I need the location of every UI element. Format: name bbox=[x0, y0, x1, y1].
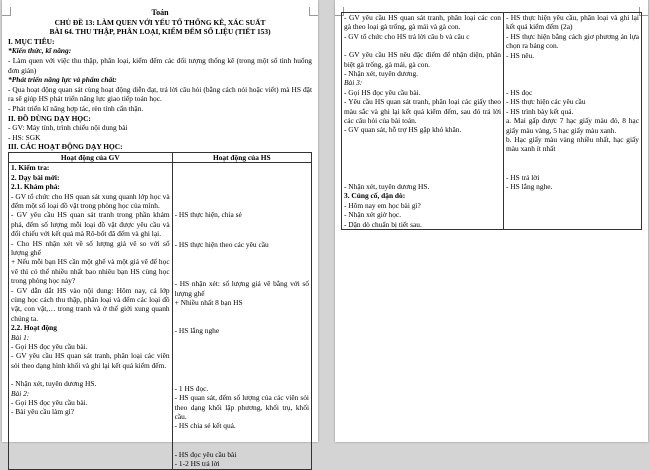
exercise-label: Bài 3: bbox=[344, 78, 363, 88]
activities-table-continued bbox=[341, 12, 642, 230]
row-heading: 3. Củng cố, dặn dò: bbox=[344, 191, 406, 201]
teacher-activity: - GV yêu cầu HS quan sát tranh, phân loại các viên sỏi theo dạng hình khối và ghi lại kết quả kiểm đếm. bbox=[11, 351, 170, 370]
student-activity: - HS thực hiện bằng cách giơ phương án lựa chọn ra bảng con. bbox=[506, 31, 639, 51]
document-page-right bbox=[335, 0, 648, 442]
knowledge-heading: *Kiến thức, kĩ năng: bbox=[8, 46, 72, 56]
teacher-activity: - GV yêu cầu HS quan sát tranh trong phần khám phá, đếm số lượng mỗi loại đồ vật được yêu cầu và đối chiếu với kết quả mà Rô-bốt đã đếm và ghi lại. bbox=[11, 210, 170, 239]
teacher-activity: - Hôm nay em học bài gì? bbox=[344, 200, 421, 210]
materials-gv: - GV: Máy tính, trình chiếu nội dung bài bbox=[8, 123, 128, 133]
teacher-activity: - Nhận xét, tuyên dương HS. bbox=[11, 379, 97, 389]
student-activity: b. Hạc giấy màu vàng nhiều nhất, hạc giấy màu xanh ít nhất bbox=[506, 135, 639, 154]
row-heading: 1. Kiểm tra: bbox=[11, 163, 50, 173]
teacher-activity: - GV quan sát, hỗ trợ HS gặp khó khăn. bbox=[344, 125, 462, 135]
student-activity: - HS trả lời bbox=[506, 172, 540, 182]
exercise-label: Bài 2: bbox=[11, 388, 30, 398]
lesson-title: BÀI 64. THU THẬP, PHÂN LOẠI, KIỂM ĐẾM SỐ LIỆU (TIẾT 153) bbox=[49, 27, 271, 37]
student-activity: - HS chia sẻ kết quả. bbox=[174, 421, 236, 431]
materials-hs: - HS: SGK bbox=[8, 132, 41, 142]
student-activity: a. Mai gấp được 7 hạc giấy màu đỏ, 8 hạc giấy màu vàng, 5 hạc giấy màu xanh. bbox=[506, 116, 639, 135]
student-activity: - HS thực hiện các yêu cầu bbox=[506, 97, 586, 107]
student-activity: - 1-2 HS trả lời bbox=[174, 459, 220, 469]
teacher-activity: - GV dẫn dắt HS vào nội dung: Hôm nay, cả lớp cùng học cách thu thập, phân loại và đếm các loại đồ vật, con vật,… trong tranh và ở thế giới xung quanh chúng ta. bbox=[11, 285, 170, 323]
student-activity: - HS đọc bbox=[506, 88, 533, 98]
row-heading: 2.2. Hoạt động bbox=[11, 323, 57, 333]
student-activity: - HS thực hiện theo các yêu cầu bbox=[174, 239, 269, 249]
student-activity: - 1 HS đọc. bbox=[174, 383, 209, 393]
teacher-activity: - GV tổ chức cho HS trả lời câu b và câu c bbox=[344, 31, 470, 41]
student-activity: - HS nhận xét: số lượng giá vẽ bằng với số lượng ghế bbox=[174, 279, 309, 298]
topic-title: CHỦ ĐỀ 13: LÀM QUEN VỚI YẾU TỐ THỐNG KÊ, XÁC SUẤT bbox=[54, 17, 266, 27]
teacher-activity: - GV tổ chức cho HS quan sát xung quanh lớp học và đếm một số loại đồ vật trong phòng học của mình. bbox=[11, 191, 170, 210]
student-activity: - HS nêu. bbox=[506, 50, 535, 60]
student-activity: - HS lắng nghe. bbox=[506, 182, 553, 192]
section-materials: II. ĐỒ DÙNG DẠY HỌC: bbox=[8, 113, 91, 123]
student-activity: - HS trình bày kết quả. bbox=[506, 106, 574, 116]
subject-heading: Toán bbox=[151, 8, 169, 17]
teacher-activity: - GV yêu cầu HS quan sát tranh, phân loại các con gà theo loại gà trống, gà mái và gà con. bbox=[344, 13, 501, 32]
student-activity: - HS thực hiện yêu cầu, phân loại và ghi lại kết quả kiểm đếm (2a) bbox=[506, 13, 639, 32]
section-objectives: I. MỤC TIÊU: bbox=[8, 36, 55, 46]
teacher-activity: - GV yêu cầu HS nêu đặc điểm để nhận diện, phân biệt gà trống, gà mái, gà con. bbox=[344, 50, 501, 69]
teacher-activity: - Nhận xét, tuyên dương HS. bbox=[344, 181, 430, 191]
document-page-left bbox=[2, 0, 318, 469]
section-activities: III. CÁC HOẠT ĐỘNG DẠY HỌC: bbox=[8, 142, 123, 152]
teacher-activity: - Nhận xét, tuyên dương. bbox=[344, 69, 419, 79]
row-heading: 2. Dạy bài mới: bbox=[11, 172, 60, 182]
teacher-activity: - Gọi HS đọc yêu cầu bài. bbox=[344, 87, 421, 97]
student-activity: - HS thực hiện, chia sẻ bbox=[174, 210, 242, 220]
student-activity: - HS lắng nghe bbox=[174, 326, 220, 336]
column-header-student: Hoạt động của HS bbox=[172, 152, 311, 162]
competence-text-2: - Phát triển kĩ năng hợp tác, rèn tính cẩn thận. bbox=[8, 103, 144, 113]
teacher-activity: - Gọi HS đọc yêu cầu bài. bbox=[11, 342, 88, 352]
row-heading: 2.1. Khám phá: bbox=[11, 182, 60, 192]
competence-text-1: - Qua hoạt động quan sát cùng hoạt động diễn đạt, trả lời câu hỏi (bằng cách nói hoặc viết) mà HS đặt ra sẽ giúp HS phát triển năng lực giao tiếp toán học. bbox=[8, 84, 312, 104]
student-activity: - HS đọc yêu cầu bài bbox=[174, 449, 237, 459]
knowledge-text: - Làm quen với việc thu thập, phân loại, kiểm đếm các đối tượng thống kê (trong một số tình huống đơn giản) bbox=[8, 55, 312, 75]
competence-heading: *Phát triển năng lực và phẩm chất: bbox=[8, 75, 117, 85]
table-header-row bbox=[9, 152, 312, 162]
teacher-activity: - Yêu cầu HS quan sát tranh, phân loại các giấy theo màu sắc và ghi lại kết quả kiểm đếm, sau đó trả lời các câu hỏi của bài toán. bbox=[344, 97, 501, 126]
table-row bbox=[9, 163, 312, 469]
column-header-teacher: Hoạt động của GV bbox=[9, 152, 173, 162]
exercise-label: Bài 1: bbox=[11, 332, 30, 342]
table-row bbox=[342, 13, 642, 230]
teacher-activity: - Nhận xét giờ học. bbox=[344, 210, 402, 220]
teacher-activity: - Gọi HS đọc yêu cầu bài. bbox=[11, 398, 88, 408]
teacher-activity: - Cho HS nhận xét về số lượng giá vẽ so với số lượng ghế bbox=[11, 238, 170, 257]
student-activity: + Nhiều nhất 8 bạn HS bbox=[174, 297, 243, 307]
teacher-activity: + Nếu mỗi bạn HS cần một ghế và một giá vẽ để học vẽ thì có thể nhiều nhất bao nhiêu bạn HS cùng học trong phòng học này? bbox=[11, 257, 170, 286]
teacher-activity: - Bài yêu cầu làm gì? bbox=[11, 407, 75, 417]
teacher-activity: - Dặn dò chuẩn bị tiết sau. bbox=[344, 219, 422, 229]
activities-table bbox=[8, 152, 312, 470]
student-activity: - HS quan sát, đếm số lượng của các viên sỏi theo dạng khối lập phương, khối trụ, khối cầu. bbox=[174, 393, 309, 421]
